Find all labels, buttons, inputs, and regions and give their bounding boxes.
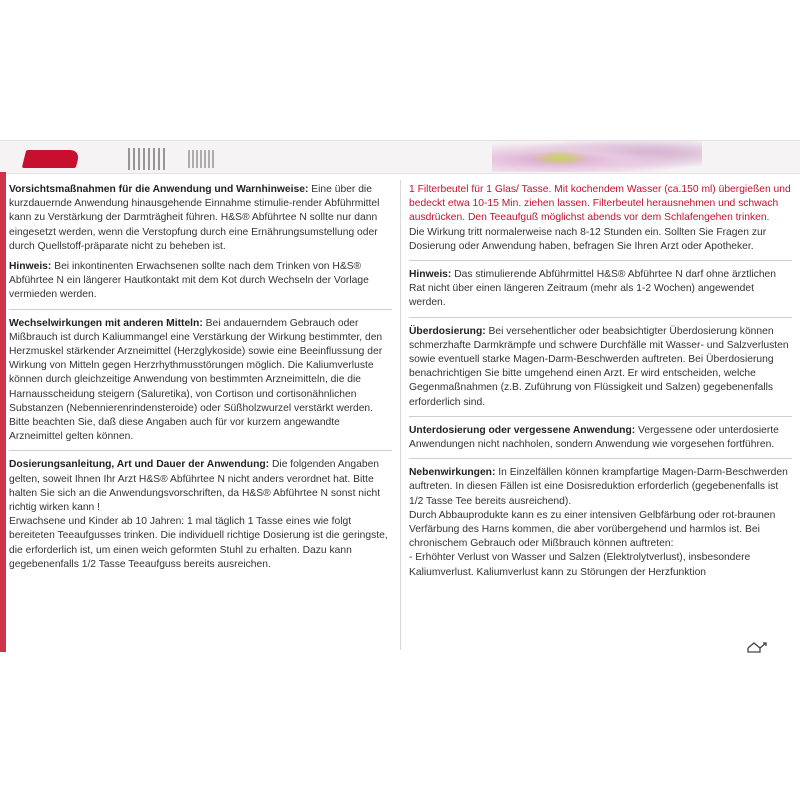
dosage-adults-text: Erwachsene und Kinder ab 10 Jahren: 1 mal täglich 1 Tasse eines wie folgt bereiteten Teeaufgusses trinken. Die individuell richtige Dosierung ist die geringste, die erforderlich ist, um einen weich geformten Stuhl zu erhalten. Dazu kann gegebenenfalls 1/2 Tasse Teeaufguss bereits ausreichen. — [9, 516, 388, 570]
left-red-edge — [0, 172, 6, 652]
effect-onset-text: Die Wirkung tritt normalerweise nach 8-12 Stunden ein. Sollten Sie Fragen zur Dosierung oder Anwendung haben, befragen Sie Ihren Arzt oder Apotheker. — [409, 226, 767, 252]
hint-text: Bei inkontinenten Erwachsenen sollte nach dem Trinken von H&S® Abführtee N ein längerer Hautkontakt mit dem Kot durch Wechseln der Vorlage vermieden werden. — [9, 261, 369, 301]
separator-line — [409, 458, 792, 459]
separator-line — [9, 450, 392, 451]
right-text-column — [409, 183, 792, 586]
warnings-text: Eine über die kurzdauernde Anwendung hinausgehende Einnahme stimulie-render Abführmittel kann zu Verstärkung der Darmträgheit führen. H&S® Abführtee N sollte nur dann eingesetzt werden, wenn die Verstopfung durch eine Ernährungsumstellung oder durch Quellstoff-präparate nicht zu beheben ist. — [9, 184, 380, 252]
overdose-heading: Überdosierung: — [409, 325, 486, 337]
warnings-heading: Vorsichtsmaßnahmen für die Anwendung und Warnhinweise: — [9, 184, 309, 195]
overdose-text: Bei versehentlicher oder beabsichtigter Überdosierung können schmerzhafte Darmkrämpfe und schwere Durchfälle mit Wasser- und Salzverlusten sowie eventuell starke Magen-Darm-Beschwerden auftreten. Bei Überdosierung benachrichtigen Sie bitte umgehend einen Arzt. Er wird entscheiden, welche Gegenmaßnahmen (z.B. Zuführung von Flüssigkeit und Salzen) gegebenenfalls erforderlich sind. — [409, 325, 789, 408]
separator-line — [409, 317, 792, 318]
text-fragment-mark — [188, 150, 214, 168]
left-text-column — [9, 183, 392, 578]
overdose-paragraph — [409, 325, 792, 410]
recycle-arrow-icon — [746, 640, 768, 654]
barcode-fragment — [128, 148, 168, 170]
dosage-text: Die folgenden Angaben gelten, soweit Ihnen Ihr Arzt H&S® Abführtee N nicht anders verordnet hat. Bitte halten Sie sich an die Anwendungsvorschriften, da H&S® Abführtee N sonst nicht richtig wirken kann ! — [9, 459, 381, 514]
hint-paragraph — [9, 260, 392, 303]
urine-discoloration-text: Durch Abbauprodukte kann es zu einer intensiven Gelbfärbung oder rot-braunen Verfärbung des Harns kommen, die aber vorübergehend und harmlos ist. Bei chronischem Gebrauch oder Mißbrauch können auftreten: — [409, 509, 776, 550]
duration-hint-text: Das stimulierende Abführmittel H&S® Abführtee N darf ohne ärztlichen Rat nicht über einen längeren Zeitraum (mehr als 1-2 Wochen) angewendet werden. — [409, 269, 777, 309]
duration-hint-heading: Hinweis: — [409, 269, 452, 281]
underdose-heading: Unterdosierung oder vergessene Anwendung: — [409, 424, 636, 436]
hint-heading: Hinweis: — [9, 261, 52, 273]
side-effects-heading: Nebenwirkungen: — [409, 467, 496, 479]
separator-line — [9, 309, 392, 310]
dosage-paragraph — [9, 458, 392, 515]
warnings-paragraph — [9, 183, 392, 254]
electrolyte-loss-text: - Erhöhter Verlust von Wasser und Salzen (Elektrolytverlust), insbesondere Kaliumverlust. Kaliumverlust kann zu Störungen der Herzfunktion — [409, 552, 751, 578]
underdose-text: Vergessene oder unterdosierte Anwendungen nicht nachholen, sondern Anwendung wie vorgesehen fortführen. — [409, 424, 779, 451]
side-effects-text: In Einzelfällen können krampfartige Magen-Darm-Beschwerden auftreten. In diesen Fällen ist eine Dosisreduktion erforderlich (gegebenenfalls ist 1/2 Tasse Tee bereits ausreichend). — [409, 467, 788, 507]
interactions-text: Bei andauerndem Gebrauch oder Mißbrauch ist durch Kaliummangel eine Verstärkung der Wirkung bestimmter, den Herzmuskel stärkender Arzneimittel (Herzglykoside) sowie eine Beeinflussung der Wirkung von Mitteln gegen Herzrhythmusstörungen möglich. Die Kaliumverluste können durch gleichzeitige Anwendung von bestimmten Arzneimitteln, die die Harnausscheidung steigern (Saluretika), von Cortison und cortisonähnlichen Substanzen (Nebennierenrindensteroide) oder Süßholzwurzel verstärkt werden. Bitte beachten Sie, daß diese Angaben auch für vor kurzem angewandte Arzneimittel gelten können. — [9, 317, 383, 443]
interactions-heading: Wechselwirkungen mit anderen Mitteln: — [9, 317, 203, 329]
separator-line — [409, 416, 792, 417]
fold-divider — [400, 180, 401, 650]
separator-line — [409, 260, 792, 261]
dosage-heading: Dosierungsanleitung, Art und Dauer der Anwendung: — [9, 459, 270, 471]
flower-image — [492, 141, 702, 172]
preparation-instructions: 1 Filterbeutel für 1 Glas/ Tasse. Mit kochendem Wasser (ca.150 ml) übergießen und bedeckt etwa 10-15 Min. ziehen lassen. Filterbeutel herausnehmen und schwach ausdrücken. Den Teeaufguß möglichst abends vor dem Schlafengehen trinken. — [409, 184, 791, 224]
underdose-paragraph — [409, 424, 792, 452]
duration-hint-paragraph — [409, 268, 792, 311]
side-effects-paragraph — [409, 466, 792, 509]
interactions-paragraph — [9, 317, 392, 445]
brand-red-logo-shape — [22, 150, 80, 168]
leaf-image — [530, 150, 590, 166]
